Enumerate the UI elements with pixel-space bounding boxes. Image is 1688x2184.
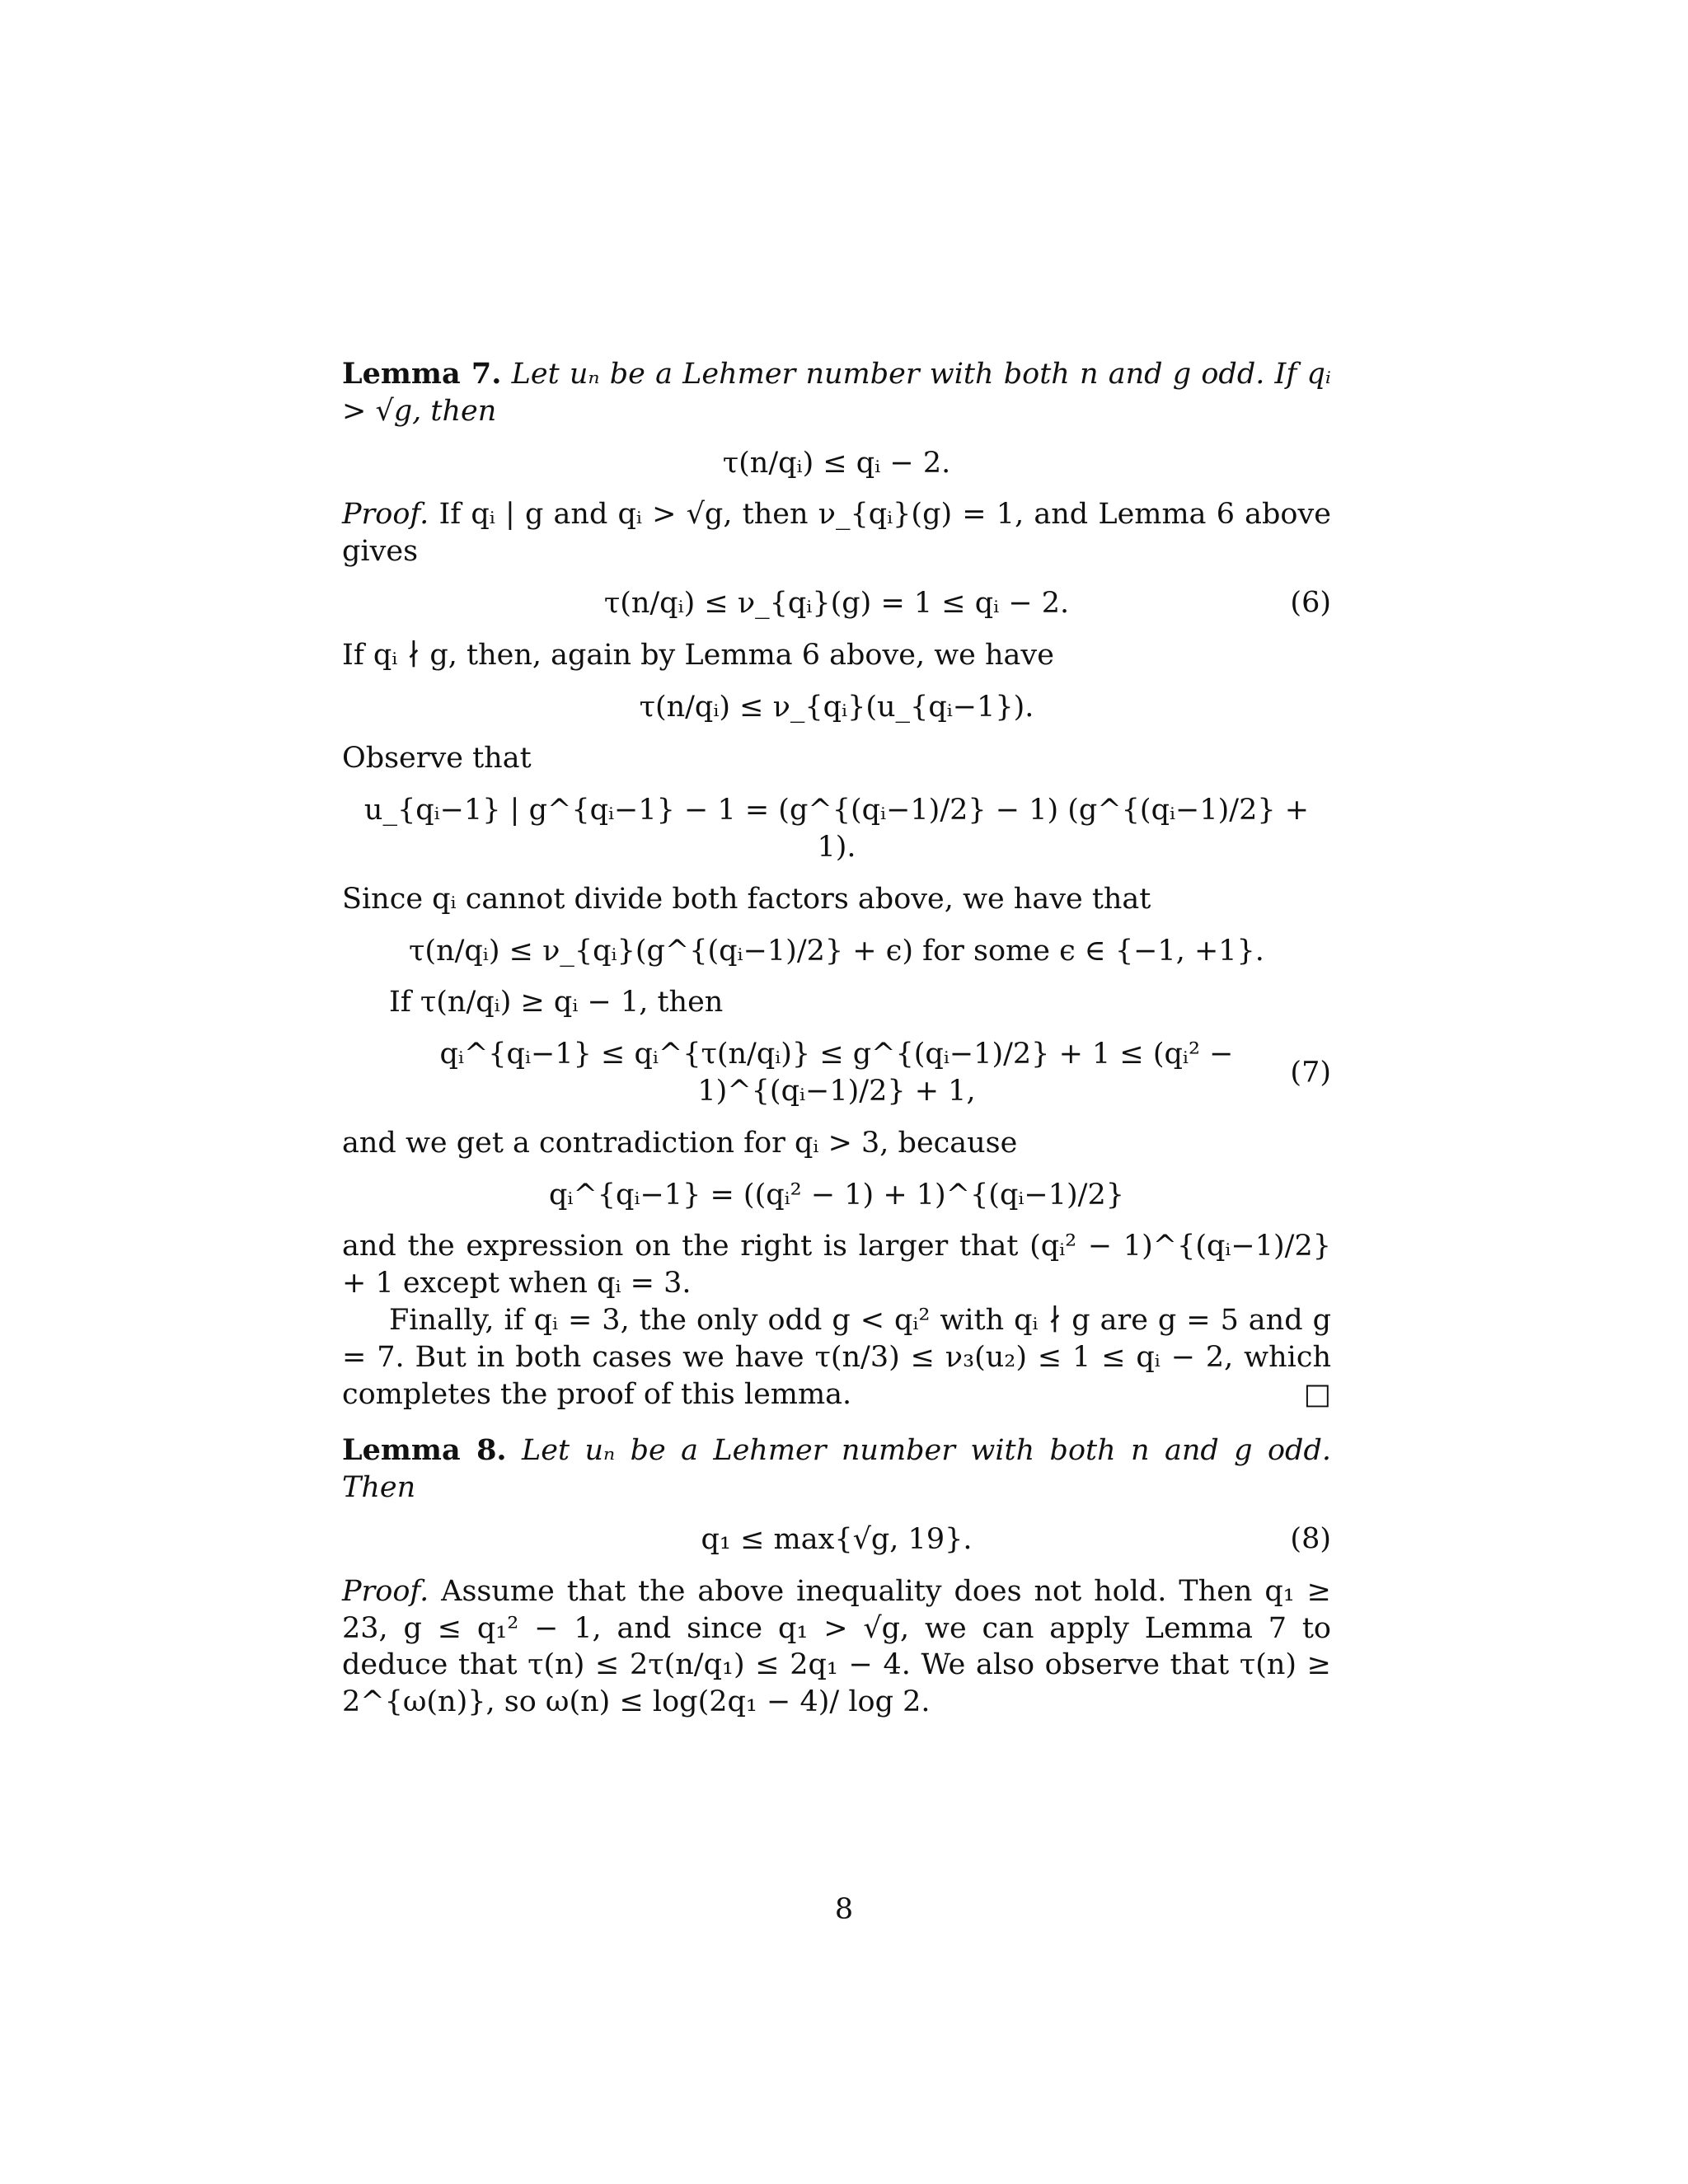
equation-7-body: qᵢ^{qᵢ−1} ≤ qᵢ^{τ(n/qᵢ)} ≤ g^{(qᵢ−1)/2} + 1 ≤ (qᵢ² − 1)^{(qᵢ−1)/2} + 1, xyxy=(439,1038,1234,1108)
equation-7-number: (7) xyxy=(1290,1056,1331,1090)
lemma7-statement: Let uₙ be a Lehmer number with both n and g odd. If qᵢ > √g, then xyxy=(342,358,1331,428)
equation-8-number: (8) xyxy=(1290,1522,1331,1556)
equation-8-body: q₁ ≤ max{√g, 19}. xyxy=(701,1522,973,1556)
proof8-text: Assume that the above inequality does not hold. Then q₁ ≥ 23, g ≤ q₁² − 1, and since q₁ > √g, we can apply Lemma 7 to deduce that τ(n) ≤ 2τ(n/q₁) ≤ 2q₁ − 4. We also observe that τ(n) ≥ 2^{ω(n)}, so ω(n) ≤ log(2q₁ − 4)/ log 2. xyxy=(342,1574,1331,1719)
proof7-paragraph-2: If qᵢ ∤ g, then, again by Lemma 6 above, we have xyxy=(342,638,1054,672)
equation-7 xyxy=(342,1036,1331,1110)
proof7-paragraph-1 xyxy=(342,496,1331,570)
proof8-label: Proof. xyxy=(342,1574,429,1608)
equation-c: τ(n/qᵢ) ≤ ν_{qᵢ}(g^{(qᵢ−1)/2} + ϵ) for some ϵ ∈ {−1, +1}. xyxy=(409,934,1264,968)
proof7-paragraph-8 xyxy=(342,1302,1331,1413)
proof7-paragraph-7: and the expression on the right is larger that (qᵢ² − 1)^{(qᵢ−1)/2} + 1 except when qᵢ = 3. xyxy=(342,1230,1331,1301)
qed-symbol: □ xyxy=(1303,1377,1331,1411)
equation-6-number: (6) xyxy=(1290,586,1331,620)
proof7-paragraph-3: Observe that xyxy=(342,742,532,776)
equation-8 xyxy=(342,1521,1331,1558)
equation-6-body: τ(n/qᵢ) ≤ ν_{qᵢ}(g) = 1 ≤ qᵢ − 2. xyxy=(603,586,1070,620)
page-number: 8 xyxy=(834,1893,854,1926)
equation-d: qᵢ^{qᵢ−1} = ((qᵢ² − 1) + 1)^{(qᵢ−1)/2} xyxy=(549,1178,1124,1212)
proof7-paragraph-4: Since qᵢ cannot divide both factors above, we have that xyxy=(342,882,1151,916)
lemma8-paragraph xyxy=(342,1432,1331,1507)
proof7-paragraph-5: If τ(n/qᵢ) ≥ qᵢ − 1, then xyxy=(389,986,724,1019)
equation-a: τ(n/qᵢ) ≤ ν_{qᵢ}(u_{qᵢ−1}). xyxy=(639,690,1034,724)
lemma7-display: τ(n/qᵢ) ≤ qᵢ − 2. xyxy=(722,446,951,480)
equation-b: u_{qᵢ−1} | g^{qᵢ−1} − 1 = (g^{(qᵢ−1)/2} − 1) (g^{(qᵢ−1)/2} + 1). xyxy=(363,794,1310,864)
lemma7-heading: Lemma 7. xyxy=(342,357,502,391)
equation-6 xyxy=(342,585,1331,622)
proof7-text-8: Finally, if qᵢ = 3, the only odd g < qᵢ² with qᵢ ∤ g are g = 5 and g = 7. But in both cases we have τ(n/3) ≤ ν₃(u₂) ≤ 1 ≤ qᵢ − 2, which completes the proof of this lemma. xyxy=(342,1303,1331,1411)
proof7-text-1: If qᵢ | g and qᵢ > √g, then ν_{qᵢ}(g) = 1, and Lemma 6 above gives xyxy=(342,498,1331,569)
proof7-paragraph-6: and we get a contradiction for qᵢ > 3, because xyxy=(342,1126,1018,1160)
lemma8-heading: Lemma 8. xyxy=(342,1433,507,1468)
proof8-paragraph xyxy=(342,1573,1331,1721)
proof7-label: Proof. xyxy=(342,498,429,532)
lemma7-paragraph xyxy=(342,356,1331,430)
page-body xyxy=(342,356,1331,1721)
lemma8-statement: Let uₙ be a Lehmer number with both n and g odd. Then xyxy=(342,1434,1331,1505)
